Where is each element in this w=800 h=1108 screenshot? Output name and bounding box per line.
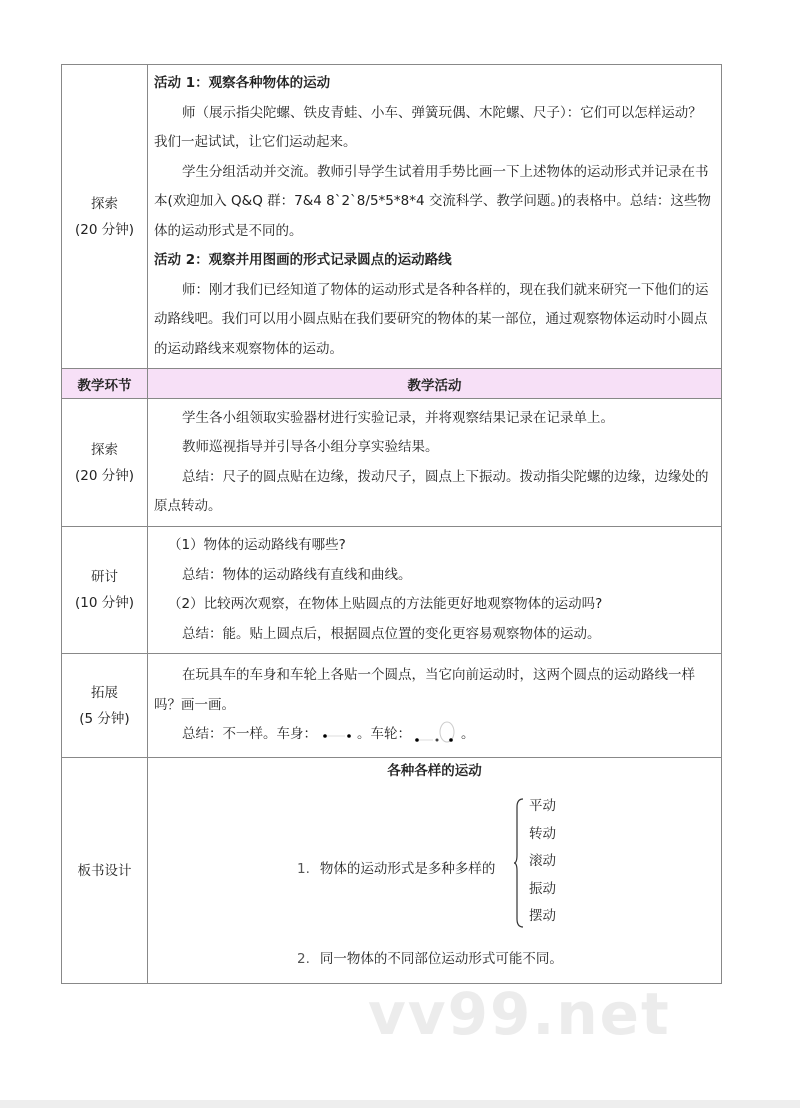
paragraph: 总结：尺子的圆点贴在边缘，拨动尺子，圆点上下振动。拨动指尖陀螺的边缘，边缘处的原点转动。 — [154, 468, 709, 514]
activity-cell — [148, 527, 722, 654]
lesson-table — [61, 64, 722, 984]
paragraph: 教师巡视指导并引导各小组分享实验结果。 — [182, 439, 439, 455]
motion-form: 摆动 — [529, 908, 556, 924]
activity-cell — [148, 65, 722, 369]
motion-form: 振动 — [529, 880, 556, 897]
stage-cell — [62, 65, 148, 369]
header-activity: 教学活动 — [148, 369, 722, 399]
wheel-dots-drawing — [411, 720, 461, 748]
row-explore-1 — [62, 65, 722, 369]
stage-cell — [62, 654, 148, 758]
stage-label: 研讨 — [91, 569, 118, 585]
stage-label: 拓展 — [91, 684, 118, 701]
motion-form: 转动 — [529, 825, 556, 842]
paragraph: 师（展示指尖陀螺、铁皮青蛙、小车、弹簧玩偶、木陀螺、尺子）：它们可以怎样运动？我们一起试试，让它们运动起来。 — [154, 104, 702, 150]
stage-label: 板书设计 — [77, 862, 132, 879]
board-cell — [148, 758, 722, 984]
answer: 总结：能。贴上圆点后，根据圆点位置的变化更容易观察物体的运动。 — [182, 625, 601, 642]
stage-label: 探索 — [91, 195, 118, 212]
paragraph: 学生各小组领取实验器材进行实验记录，并将观察结果记录在记录单上。 — [182, 409, 614, 426]
summary-text: 。车轮： — [357, 726, 411, 743]
item-number: 1. — [297, 861, 310, 877]
activity-1-title: 活动 1：观察各种物体的运动 — [154, 75, 331, 91]
stage-label: 探索 — [91, 441, 118, 458]
row-extend — [62, 654, 722, 758]
row-board — [62, 758, 722, 984]
item-number: 2. — [297, 951, 310, 967]
board-title: 各种各样的运动 — [387, 763, 482, 779]
stage-time: (5 分钟) — [79, 710, 130, 727]
paragraph: 学生分组活动并交流。教师引导学生试着用手势比画一下上述物体的运动形式并记录在书本(欢迎加入 Q&Q 群：7&4 8`2`8/5*5*8*4 交流科学、教学问题。)的表格中。总结：这些物体的运动形式是不同的。 — [154, 163, 711, 239]
motion-form: 滚动 — [529, 853, 556, 869]
motion-forms-list — [529, 793, 556, 931]
answer: 总结：物体的运动路线有直线和曲线。 — [182, 566, 412, 583]
header-row — [62, 369, 722, 399]
stage-time: (20 分钟) — [74, 467, 134, 484]
activity-2-title: 活动 2：观察并用图画的形式记录圆点的运动路线 — [154, 252, 452, 268]
stage-time: (10 分钟) — [74, 595, 134, 611]
row-explore-2 — [62, 399, 722, 527]
stage-cell — [62, 399, 148, 527]
paragraph: 师：刚才我们已经知道了物体的运动形式是各种各样的，现在我们就来研究一下他们的运动路线吧。我们可以用小圆点贴在我们要研究的物体的某一部位，通过观察物体运动时小圆点的运动路线来观察物体的运动。 — [154, 281, 709, 357]
summary-text: 。 — [461, 726, 475, 743]
stage-cell — [62, 527, 148, 654]
question: （2）比较两次观察，在物体上贴圆点的方法能更好地观察物体的运动吗? — [168, 596, 603, 612]
item-text: 同一物体的不同部位运动形式可能不同。 — [319, 951, 563, 967]
activity-cell — [148, 399, 722, 527]
board-item-2 — [297, 947, 563, 967]
header-stage: 教学环节 — [62, 369, 148, 399]
summary-text: 总结：不一样。车身： — [182, 726, 317, 743]
watermark: vv99.net — [368, 980, 671, 1048]
brace-icon — [513, 797, 525, 929]
question: （1）物体的运动路线有哪些? — [168, 537, 346, 553]
motion-form: 平动 — [529, 798, 556, 814]
paragraph: 在玩具车的车身和车轮上各贴一个圆点，当它向前运动时，这两个圆点的运动路线一样吗？画一画。 — [154, 667, 695, 713]
car-body-dots-drawing — [317, 727, 357, 741]
board-item-1 — [297, 857, 495, 877]
row-discuss — [62, 527, 722, 654]
activity-cell — [148, 654, 722, 758]
stage-cell — [62, 758, 148, 984]
item-text: 物体的运动形式是多种多样的 — [319, 861, 496, 877]
stage-time: (20 分钟) — [74, 221, 134, 238]
page-bottom-edge — [0, 1100, 800, 1108]
summary — [154, 720, 715, 750]
